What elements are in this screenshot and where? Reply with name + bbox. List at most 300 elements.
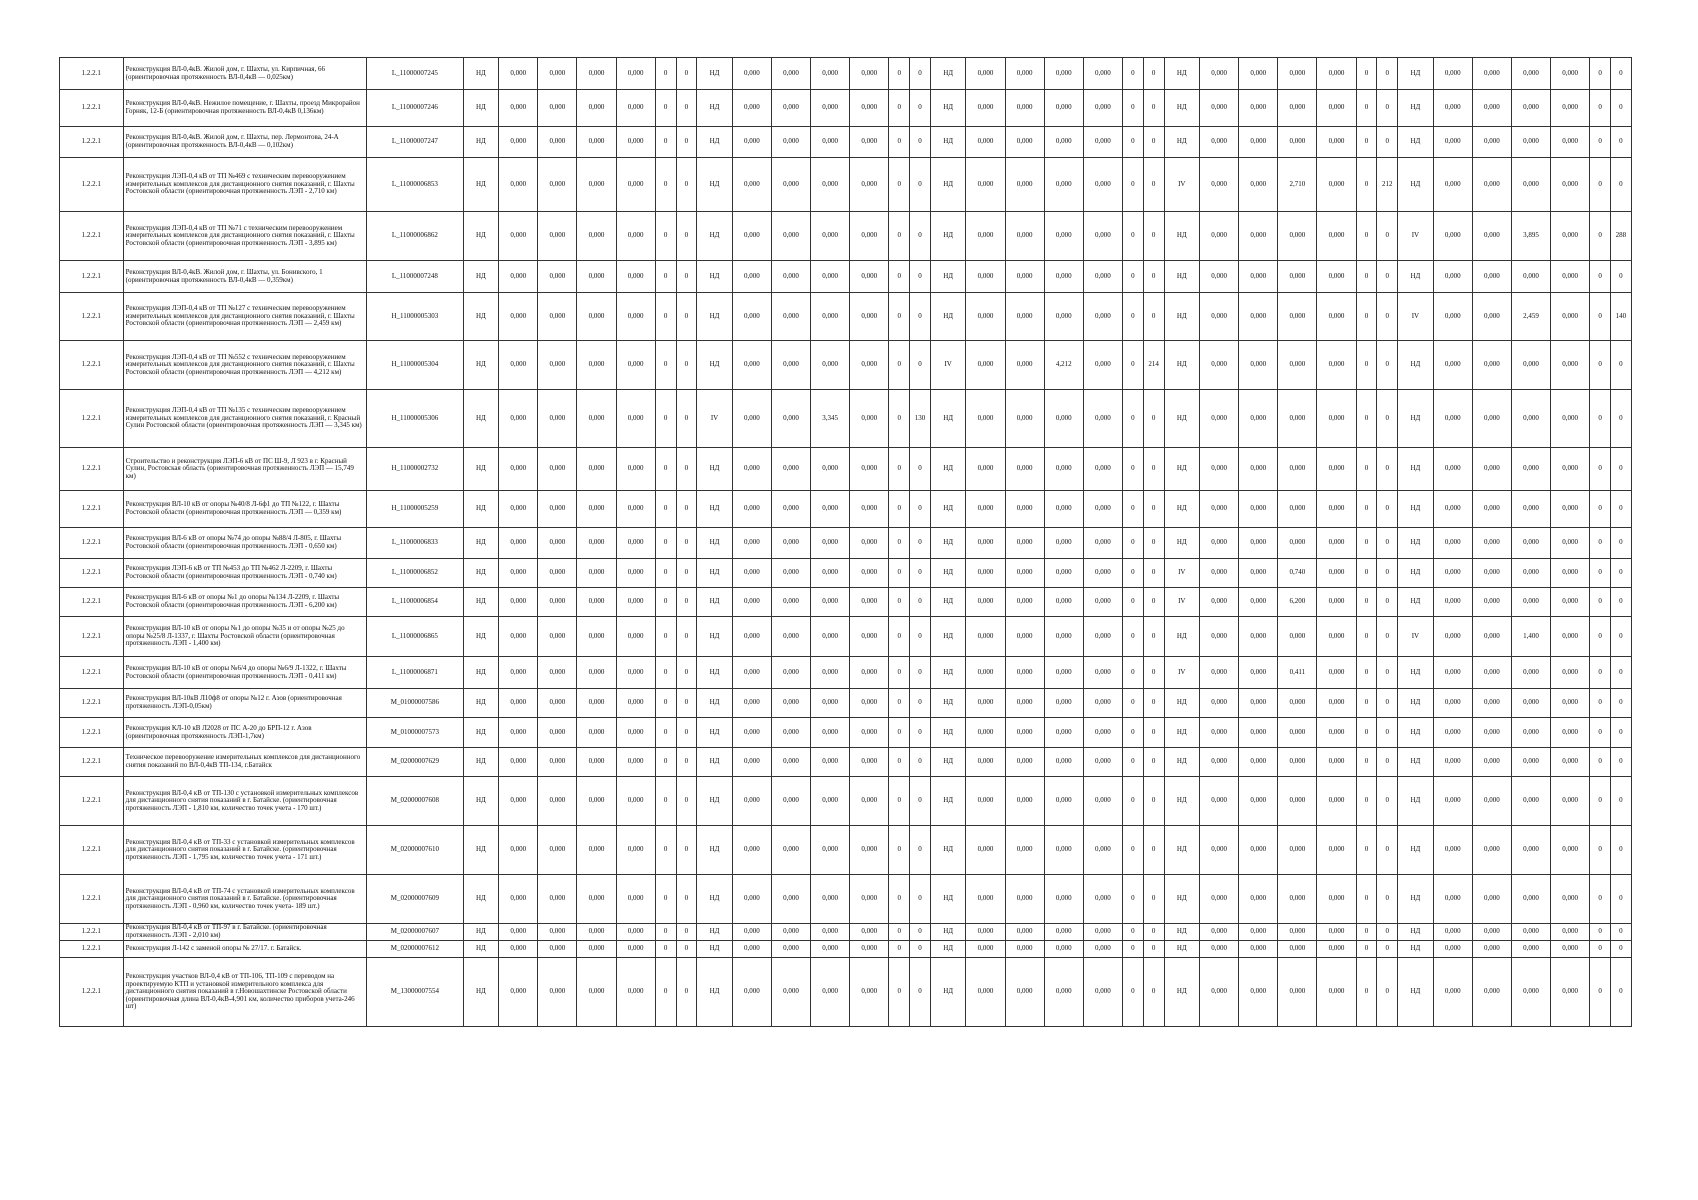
value-cell: НД [697, 657, 732, 689]
value-cell: 0 [910, 617, 931, 657]
value-cell: 0,000 [1472, 924, 1511, 941]
value-cell: 0,000 [1044, 689, 1083, 718]
value-cell: 214 [1143, 341, 1164, 390]
value-cell: НД [697, 58, 732, 90]
value-cell: 0,000 [1278, 448, 1317, 491]
value-cell: 0,000 [1551, 448, 1590, 491]
table-row [60, 924, 1632, 941]
value-cell: 0,000 [1511, 689, 1550, 718]
value-cell: 0,000 [1472, 261, 1511, 293]
value-cell: 0,000 [1551, 826, 1590, 875]
value-cell: 0 [1590, 924, 1611, 941]
value-cell: 0 [910, 528, 931, 559]
value-cell: 0,000 [538, 491, 577, 528]
value-cell: 0 [1611, 748, 1632, 777]
value-cell: НД [697, 448, 732, 491]
value-cell: НД [463, 127, 498, 158]
project-code-cell: L_11000006852 [367, 559, 464, 588]
value-cell: 0,000 [966, 90, 1005, 127]
value-cell: 0 [676, 777, 697, 826]
value-cell: 0,000 [1239, 212, 1278, 261]
value-cell: 0,000 [1083, 617, 1122, 657]
value-cell: 0 [1377, 588, 1398, 617]
value-cell: 0 [1356, 491, 1377, 528]
value-cell: 0,000 [771, 777, 810, 826]
value-cell: 0 [889, 293, 910, 341]
value-cell: 0,000 [1005, 448, 1044, 491]
value-cell: 0 [1356, 718, 1377, 748]
project-code-cell: M_13000007554 [367, 958, 464, 1027]
value-cell: 0,000 [1551, 748, 1590, 777]
value-cell: 0,000 [850, 90, 889, 127]
value-cell: 0,000 [1278, 826, 1317, 875]
value-cell: 0,000 [1551, 390, 1590, 448]
value-cell: 0,000 [771, 158, 810, 212]
value-cell: 0,000 [1433, 390, 1472, 448]
value-cell: 0 [1611, 958, 1632, 1027]
value-cell: 0 [1611, 390, 1632, 448]
row-number-cell: 1.2.2.1 [60, 390, 124, 448]
value-cell: 0 [889, 127, 910, 158]
value-cell: 0 [1356, 158, 1377, 212]
value-cell: 0 [910, 158, 931, 212]
value-cell: 0,000 [1044, 261, 1083, 293]
value-cell: 0,000 [771, 58, 810, 90]
value-cell: 0,000 [1200, 777, 1239, 826]
value-cell: 0,000 [538, 293, 577, 341]
value-cell: 0,000 [577, 127, 616, 158]
value-cell: 0 [1122, 941, 1143, 958]
value-cell: 0,000 [732, 491, 771, 528]
value-cell: НД [697, 941, 732, 958]
value-cell: 0,000 [966, 748, 1005, 777]
value-cell: 0,000 [771, 341, 810, 390]
value-cell: 0 [1122, 718, 1143, 748]
value-cell: НД [463, 491, 498, 528]
value-cell: НД [697, 127, 732, 158]
value-cell: 0,000 [1472, 559, 1511, 588]
value-cell: 0,000 [1083, 875, 1122, 924]
value-cell: НД [463, 924, 498, 941]
value-cell: 0,000 [1005, 491, 1044, 528]
value-cell: 0,000 [1551, 528, 1590, 559]
value-cell: 0,000 [1433, 127, 1472, 158]
value-cell: 0,000 [499, 90, 538, 127]
value-cell: 0,000 [1083, 924, 1122, 941]
value-cell: 0,000 [1433, 777, 1472, 826]
value-cell: 0,000 [1239, 718, 1278, 748]
value-cell: 0 [1356, 261, 1377, 293]
project-code-cell: L_11000006865 [367, 617, 464, 657]
value-cell: 0,000 [1317, 90, 1356, 127]
value-cell: 0 [1356, 448, 1377, 491]
value-cell: 0,000 [1200, 958, 1239, 1027]
project-code-cell: L_11000006833 [367, 528, 464, 559]
row-number-cell: 1.2.2.1 [60, 617, 124, 657]
value-cell: 0,000 [577, 777, 616, 826]
value-cell: 0,000 [1005, 875, 1044, 924]
table-row [60, 293, 1632, 341]
row-number-cell: 1.2.2.1 [60, 875, 124, 924]
value-cell: 0,000 [1511, 657, 1550, 689]
value-cell: 0,000 [966, 261, 1005, 293]
value-cell: 0 [1143, 491, 1164, 528]
value-cell: 0 [1122, 777, 1143, 826]
value-cell: 0 [1377, 58, 1398, 90]
row-number-cell: 1.2.2.1 [60, 941, 124, 958]
value-cell: 0 [1611, 875, 1632, 924]
value-cell: 0 [1122, 617, 1143, 657]
value-cell: НД [697, 924, 732, 941]
value-cell: 0,000 [1200, 448, 1239, 491]
value-cell: 0,000 [850, 689, 889, 718]
value-cell: 0,000 [538, 689, 577, 718]
value-cell: 0,000 [1511, 826, 1550, 875]
value-cell: 0 [910, 924, 931, 941]
row-number-cell: 1.2.2.1 [60, 826, 124, 875]
row-number-cell: 1.2.2.1 [60, 777, 124, 826]
value-cell: 0,000 [1083, 261, 1122, 293]
value-cell: 0,000 [1239, 448, 1278, 491]
value-cell: 0 [655, 528, 676, 559]
value-cell: НД [930, 127, 965, 158]
value-cell: 0,000 [1433, 748, 1472, 777]
value-cell: 0,000 [850, 158, 889, 212]
value-cell: 0 [1377, 748, 1398, 777]
value-cell: 0 [1122, 528, 1143, 559]
value-cell: НД [930, 390, 965, 448]
value-cell: НД [463, 617, 498, 657]
value-cell: 0,000 [538, 58, 577, 90]
value-cell: 0 [1356, 748, 1377, 777]
value-cell: 0,000 [577, 958, 616, 1027]
value-cell: 0,000 [1511, 90, 1550, 127]
value-cell: 0,000 [538, 341, 577, 390]
row-number-cell: 1.2.2.1 [60, 90, 124, 127]
value-cell: 0 [1122, 58, 1143, 90]
value-cell: НД [930, 90, 965, 127]
value-cell: 0,000 [1239, 826, 1278, 875]
value-cell: 0,000 [1433, 90, 1472, 127]
value-cell: 0,000 [1005, 588, 1044, 617]
value-cell: 0 [676, 826, 697, 875]
project-code-cell: H_11000005304 [367, 341, 464, 390]
value-cell: 0,000 [616, 293, 655, 341]
value-cell: НД [697, 341, 732, 390]
value-cell: 0,000 [1044, 127, 1083, 158]
value-cell: 0,000 [811, 58, 850, 90]
row-number-cell: 1.2.2.1 [60, 718, 124, 748]
value-cell: 0 [1611, 127, 1632, 158]
value-cell: 0 [1356, 341, 1377, 390]
table-row [60, 748, 1632, 777]
value-cell: 0,000 [1433, 158, 1472, 212]
value-cell: 0 [655, 491, 676, 528]
value-cell: 0,000 [850, 341, 889, 390]
value-cell: 0,000 [616, 528, 655, 559]
value-cell: 0,000 [1433, 212, 1472, 261]
value-cell: 0 [1122, 491, 1143, 528]
value-cell: 0 [676, 748, 697, 777]
value-cell: 0 [1377, 941, 1398, 958]
value-cell: 0,000 [577, 559, 616, 588]
value-cell: 0 [1590, 941, 1611, 958]
value-cell: 0 [889, 941, 910, 958]
value-cell: 0 [676, 689, 697, 718]
project-description-cell: Реконструкция ЛЭП-0,4 кВ от ТП №469 с техническим перевооружением измерительных комплексов для дистанционного снятия показаний, г. Шахты Ростовской области (ориентировочная протяженность ЛЭП - 2,710 км) [123, 158, 366, 212]
project-code-cell: L_11000007246 [367, 90, 464, 127]
value-cell: 0 [1611, 689, 1632, 718]
value-cell: 0,000 [1200, 58, 1239, 90]
value-cell: 0,000 [811, 212, 850, 261]
value-cell: 0 [655, 588, 676, 617]
value-cell: 0,000 [1005, 826, 1044, 875]
value-cell: 0 [1611, 341, 1632, 390]
value-cell: 0,000 [966, 941, 1005, 958]
project-code-cell: L_11000006871 [367, 657, 464, 689]
value-cell: 0 [889, 958, 910, 1027]
value-cell: 0,000 [1200, 924, 1239, 941]
value-cell: 0,000 [1551, 718, 1590, 748]
value-cell: 0,000 [1472, 588, 1511, 617]
value-cell: 0,000 [1044, 875, 1083, 924]
value-cell: 0 [1611, 657, 1632, 689]
value-cell: 0,000 [850, 588, 889, 617]
value-cell: 0,000 [771, 491, 810, 528]
row-number-cell: 1.2.2.1 [60, 958, 124, 1027]
value-cell: НД [463, 748, 498, 777]
value-cell: 0 [910, 875, 931, 924]
value-cell: 0 [1590, 617, 1611, 657]
value-cell: 0,000 [1551, 689, 1590, 718]
value-cell: 0,000 [771, 958, 810, 1027]
value-cell: 0 [910, 90, 931, 127]
value-cell: 0,000 [1433, 528, 1472, 559]
value-cell: НД [1164, 90, 1199, 127]
value-cell: 0,000 [1551, 261, 1590, 293]
value-cell: 0 [655, 293, 676, 341]
value-cell: 0,000 [538, 718, 577, 748]
value-cell: 0,000 [538, 617, 577, 657]
value-cell: 0,000 [577, 924, 616, 941]
value-cell: 0,000 [616, 559, 655, 588]
value-cell: 0 [1356, 777, 1377, 826]
value-cell: НД [1164, 617, 1199, 657]
value-cell: IV [1164, 559, 1199, 588]
value-cell: НД [930, 777, 965, 826]
value-cell: 0 [1590, 90, 1611, 127]
value-cell: 0,000 [1278, 528, 1317, 559]
value-cell: НД [1398, 528, 1433, 559]
value-cell: 0 [1377, 689, 1398, 718]
value-cell: 0,000 [1278, 293, 1317, 341]
value-cell: 0 [1590, 777, 1611, 826]
value-cell: 0,000 [538, 261, 577, 293]
value-cell: НД [1398, 158, 1433, 212]
value-cell: НД [930, 588, 965, 617]
value-cell: 0,000 [732, 448, 771, 491]
value-cell: 0,000 [499, 588, 538, 617]
value-cell: 0,000 [1083, 559, 1122, 588]
value-cell: НД [1398, 875, 1433, 924]
value-cell: 0 [1143, 158, 1164, 212]
value-cell: 0,000 [966, 127, 1005, 158]
value-cell: 0 [910, 689, 931, 718]
value-cell: 0 [655, 617, 676, 657]
value-cell: НД [463, 657, 498, 689]
value-cell: 0,000 [1433, 588, 1472, 617]
value-cell: 0,000 [577, 212, 616, 261]
table-body [60, 58, 1632, 1027]
value-cell: 0,000 [1317, 777, 1356, 826]
value-cell: НД [463, 448, 498, 491]
value-cell: НД [463, 718, 498, 748]
value-cell: 0 [676, 212, 697, 261]
value-cell: 0,000 [1200, 390, 1239, 448]
value-cell: 0,000 [1239, 341, 1278, 390]
value-cell: 0,000 [499, 875, 538, 924]
value-cell: 0 [676, 341, 697, 390]
value-cell: 0,000 [966, 390, 1005, 448]
value-cell: 0 [1590, 491, 1611, 528]
value-cell: 0,000 [499, 212, 538, 261]
table-row [60, 559, 1632, 588]
project-description-cell: Реконструкция участков ВЛ-0,4 кВ от ТП-106, ТП-109 с переводом на проектируемую КТП и установкой измерительного комплекса для дистанционного снятия показаний в г.Новошахтинске Ростовской области (ориентировочная длина ВЛ-0,4кВ-4,901 км, количество приборов учета-246 шт) [123, 958, 366, 1027]
value-cell: 0,000 [538, 777, 577, 826]
value-cell: 0,000 [1083, 293, 1122, 341]
value-cell: 0,000 [1005, 261, 1044, 293]
value-cell: 0,000 [538, 588, 577, 617]
investment-table [59, 57, 1632, 1027]
value-cell: 0,000 [850, 261, 889, 293]
value-cell: 0,000 [1278, 617, 1317, 657]
value-cell: 0,000 [1551, 875, 1590, 924]
value-cell: НД [1164, 390, 1199, 448]
value-cell: НД [930, 617, 965, 657]
project-description-cell: Реконструкция ВЛ-0,4 кВ от ТП-130 с установкой измерительных комплексов для дистанционного снятия показаний в г. Батайске. (ориентировочная протяженность ЛЭП - 1,810 км, количество точек учета - 170 шт.) [123, 777, 366, 826]
value-cell: 0 [1377, 924, 1398, 941]
value-cell: 0,000 [1005, 58, 1044, 90]
value-cell: 0,000 [538, 924, 577, 941]
value-cell: НД [1398, 924, 1433, 941]
value-cell: НД [697, 559, 732, 588]
project-code-cell: L_11000006853 [367, 158, 464, 212]
value-cell: 0,000 [1472, 158, 1511, 212]
table-row [60, 657, 1632, 689]
value-cell: 0,000 [966, 212, 1005, 261]
value-cell: 0 [1590, 261, 1611, 293]
value-cell: 0,000 [538, 90, 577, 127]
value-cell: 0 [1356, 528, 1377, 559]
value-cell: 0 [1377, 875, 1398, 924]
value-cell: 0,411 [1278, 657, 1317, 689]
value-cell: 0 [1590, 748, 1611, 777]
value-cell: 0,000 [1551, 212, 1590, 261]
value-cell: НД [1164, 293, 1199, 341]
value-cell: 0,000 [1044, 491, 1083, 528]
value-cell: 0,000 [1239, 777, 1278, 826]
value-cell: 0 [889, 924, 910, 941]
value-cell: НД [1164, 58, 1199, 90]
value-cell: 0,000 [732, 293, 771, 341]
row-number-cell: 1.2.2.1 [60, 491, 124, 528]
value-cell: 0 [676, 158, 697, 212]
project-code-cell: H_11000005259 [367, 491, 464, 528]
value-cell: 0,000 [1433, 941, 1472, 958]
value-cell: 0,000 [1200, 341, 1239, 390]
value-cell: 0,000 [1239, 588, 1278, 617]
value-cell: 0,000 [1317, 826, 1356, 875]
value-cell: 0 [1143, 261, 1164, 293]
value-cell: 0,000 [966, 924, 1005, 941]
value-cell: 0 [1377, 491, 1398, 528]
value-cell: 0 [1143, 777, 1164, 826]
value-cell: 0,000 [1317, 58, 1356, 90]
value-cell: 0 [1356, 689, 1377, 718]
value-cell: 0 [655, 924, 676, 941]
value-cell: 0,000 [1200, 689, 1239, 718]
value-cell: 0,000 [771, 212, 810, 261]
value-cell: 0,000 [1278, 875, 1317, 924]
value-cell: 0,000 [538, 448, 577, 491]
value-cell: НД [930, 657, 965, 689]
value-cell: 0,000 [616, 941, 655, 958]
value-cell: 0,000 [1239, 617, 1278, 657]
project-description-cell: Реконструкция Л-142 с заменой опоры № 27/17. г. Батайск. [123, 941, 366, 958]
value-cell: 0 [1143, 127, 1164, 158]
project-description-cell: Строительство и реконструкция ЛЭП-6 кВ от ПС Ш-9, Л 923 в г. Красный Сулин, Ростовская область (ориентировочная протяженность ЛЭП — 15,749 км) [123, 448, 366, 491]
value-cell: IV [1164, 158, 1199, 212]
value-cell: 0,000 [850, 448, 889, 491]
value-cell: 0,000 [1433, 826, 1472, 875]
value-cell: 0,000 [1551, 657, 1590, 689]
value-cell: 0 [1143, 689, 1164, 718]
value-cell: 0 [910, 941, 931, 958]
value-cell: 0,000 [1200, 748, 1239, 777]
value-cell: 0 [910, 826, 931, 875]
value-cell: НД [1398, 941, 1433, 958]
value-cell: 0,000 [1278, 261, 1317, 293]
value-cell: 0,000 [1083, 341, 1122, 390]
value-cell: 0,000 [1433, 293, 1472, 341]
project-code-cell: M_02000007607 [367, 924, 464, 941]
project-description-cell: Реконструкция ВЛ-0,4 кВ от ТП-74 с установкой измерительных комплексов для дистанционного снятия показаний в г. Батайске. (ориентировочная протяженность ЛЭП - 0,960 км, количество точек учета- 189 шт.) [123, 875, 366, 924]
value-cell: НД [1398, 559, 1433, 588]
value-cell: НД [1164, 261, 1199, 293]
value-cell: 0,000 [538, 826, 577, 875]
value-cell: 0 [1590, 448, 1611, 491]
value-cell: 0 [1356, 826, 1377, 875]
value-cell: 0,000 [1551, 341, 1590, 390]
value-cell: 0,000 [1317, 158, 1356, 212]
value-cell: НД [463, 941, 498, 958]
value-cell: НД [930, 528, 965, 559]
table-row [60, 588, 1632, 617]
row-number-cell: 1.2.2.1 [60, 748, 124, 777]
value-cell: 0,000 [1472, 689, 1511, 718]
value-cell: 0,000 [1005, 958, 1044, 1027]
value-cell: 0,000 [1200, 528, 1239, 559]
value-cell: 0 [889, 341, 910, 390]
value-cell: 0,000 [577, 748, 616, 777]
value-cell: 0,000 [1278, 491, 1317, 528]
value-cell: 0 [655, 58, 676, 90]
project-description-cell: Реконструкция ВЛ-0,4 кВ от ТП-33 с установкой измерительных комплексов для дистанционного снятия показаний в г. Батайске. (ориентировочная протяженность ЛЭП - 1,795 км, количество точек учета - 171 шт.) [123, 826, 366, 875]
value-cell: 2,710 [1278, 158, 1317, 212]
value-cell: 0,000 [850, 826, 889, 875]
value-cell: 0,000 [616, 924, 655, 941]
value-cell: 0,000 [732, 958, 771, 1027]
